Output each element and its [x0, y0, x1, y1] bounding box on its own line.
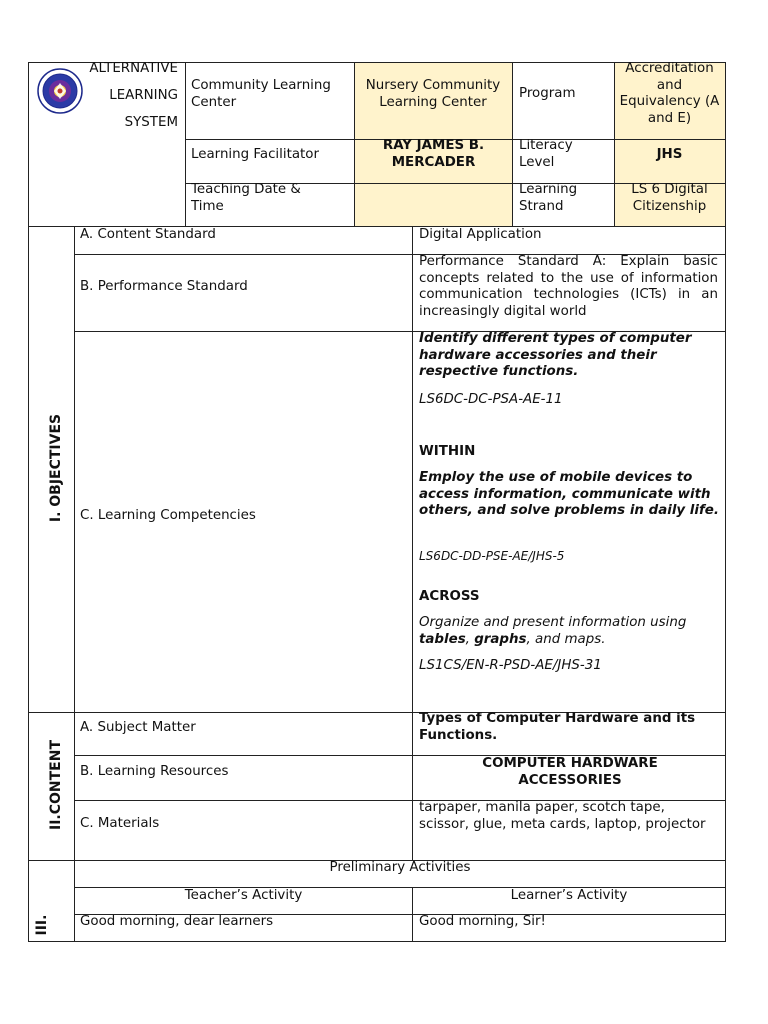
objectives-section-label: I. OBJECTIVES [48, 413, 64, 523]
competency-3-code: LS1CS/EN-R-PSD-AE/JHS-31 [419, 658, 602, 673]
preliminary-activities-label: Preliminary Activities [329, 860, 471, 875]
resources-value: COMPUTER HARDWARE ACCESSORIES [482, 756, 658, 788]
system-title-line3: SYSTEM [124, 115, 178, 130]
performance-standard-label: B. Performance Standard [80, 279, 248, 294]
facilitator-label: Learning Facilitator [191, 147, 319, 162]
date-label: Teaching Date & Time [191, 182, 301, 214]
performance-standard-value: Performance Standard A: Explain basic concepts related to the use of information communication technologies (ICTs) in an increasingly digital world [419, 254, 718, 319]
system-title-line1: ALTERNATIVE [89, 61, 178, 76]
across-label: ACROSS [419, 589, 480, 604]
materials-label: C. Materials [80, 816, 160, 831]
competency-3-part2: , and maps. [526, 631, 606, 647]
literacy-value: JHS [656, 147, 683, 162]
competency-3-comma: , [465, 631, 475, 647]
date-value-cell [355, 184, 512, 226]
competency-2-code: LS6DC-DD-PSE-AE/JHS-5 [419, 549, 565, 563]
teacher-activity-row: Good morning, dear learners [80, 914, 274, 929]
program-value: Accreditation and Equivalency (A and E) [619, 61, 720, 126]
competency-2: Employ the use of mobile devices to access information, communicate with others, and solve problems in daily life. [419, 470, 719, 518]
literacy-label: Literacy Level [519, 138, 573, 170]
competency-3 [419, 615, 719, 648]
teacher-activity-header: Teacher’s Activity [184, 888, 303, 903]
competency-1-code: LS6DC-DC-PSA-AE-11 [419, 392, 563, 407]
competency-3-tables: tables [419, 631, 466, 647]
facilitator-value: RAY JAMES B. MERCADER [382, 138, 485, 170]
deped-seal-icon [37, 68, 83, 114]
resources-label: B. Learning Resources [80, 764, 229, 779]
strand-value: LS 6 Digital Citizenship [631, 182, 708, 214]
learner-activity-header: Learner’s Activity [510, 888, 628, 903]
procedures-section-label: III. [34, 914, 50, 936]
program-label: Program [519, 86, 576, 101]
content-standard-value: Digital Application [419, 227, 542, 242]
competency-3-graphs: graphs [474, 631, 527, 647]
within-label: WITHIN [419, 444, 476, 459]
competency-1: Identify different types of computer hardware accessories and their respective functions. [419, 331, 692, 379]
strand-label: Learning Strand [519, 182, 578, 214]
learner-activity-row: Good morning, Sir! [419, 914, 546, 929]
system-title-line2: LEARNING [109, 88, 178, 103]
subject-matter-label: A. Subject Matter [80, 720, 196, 735]
subject-matter-value: Types of Computer Hardware and its Functions. [419, 711, 696, 743]
content-section-label: II.CONTENT [48, 740, 64, 831]
clc-label: Community Learning Center [191, 78, 331, 110]
clc-value: Nursery Community Learning Center [365, 78, 501, 110]
competencies-label: C. Learning Competencies [80, 508, 256, 523]
competency-3-part1: Organize and present information using [419, 615, 687, 630]
materials-value: tarpaper, manila paper, scotch tape, scissor, glue, meta cards, laptop, projector [419, 800, 706, 832]
content-standard-label: A. Content Standard [80, 227, 216, 242]
